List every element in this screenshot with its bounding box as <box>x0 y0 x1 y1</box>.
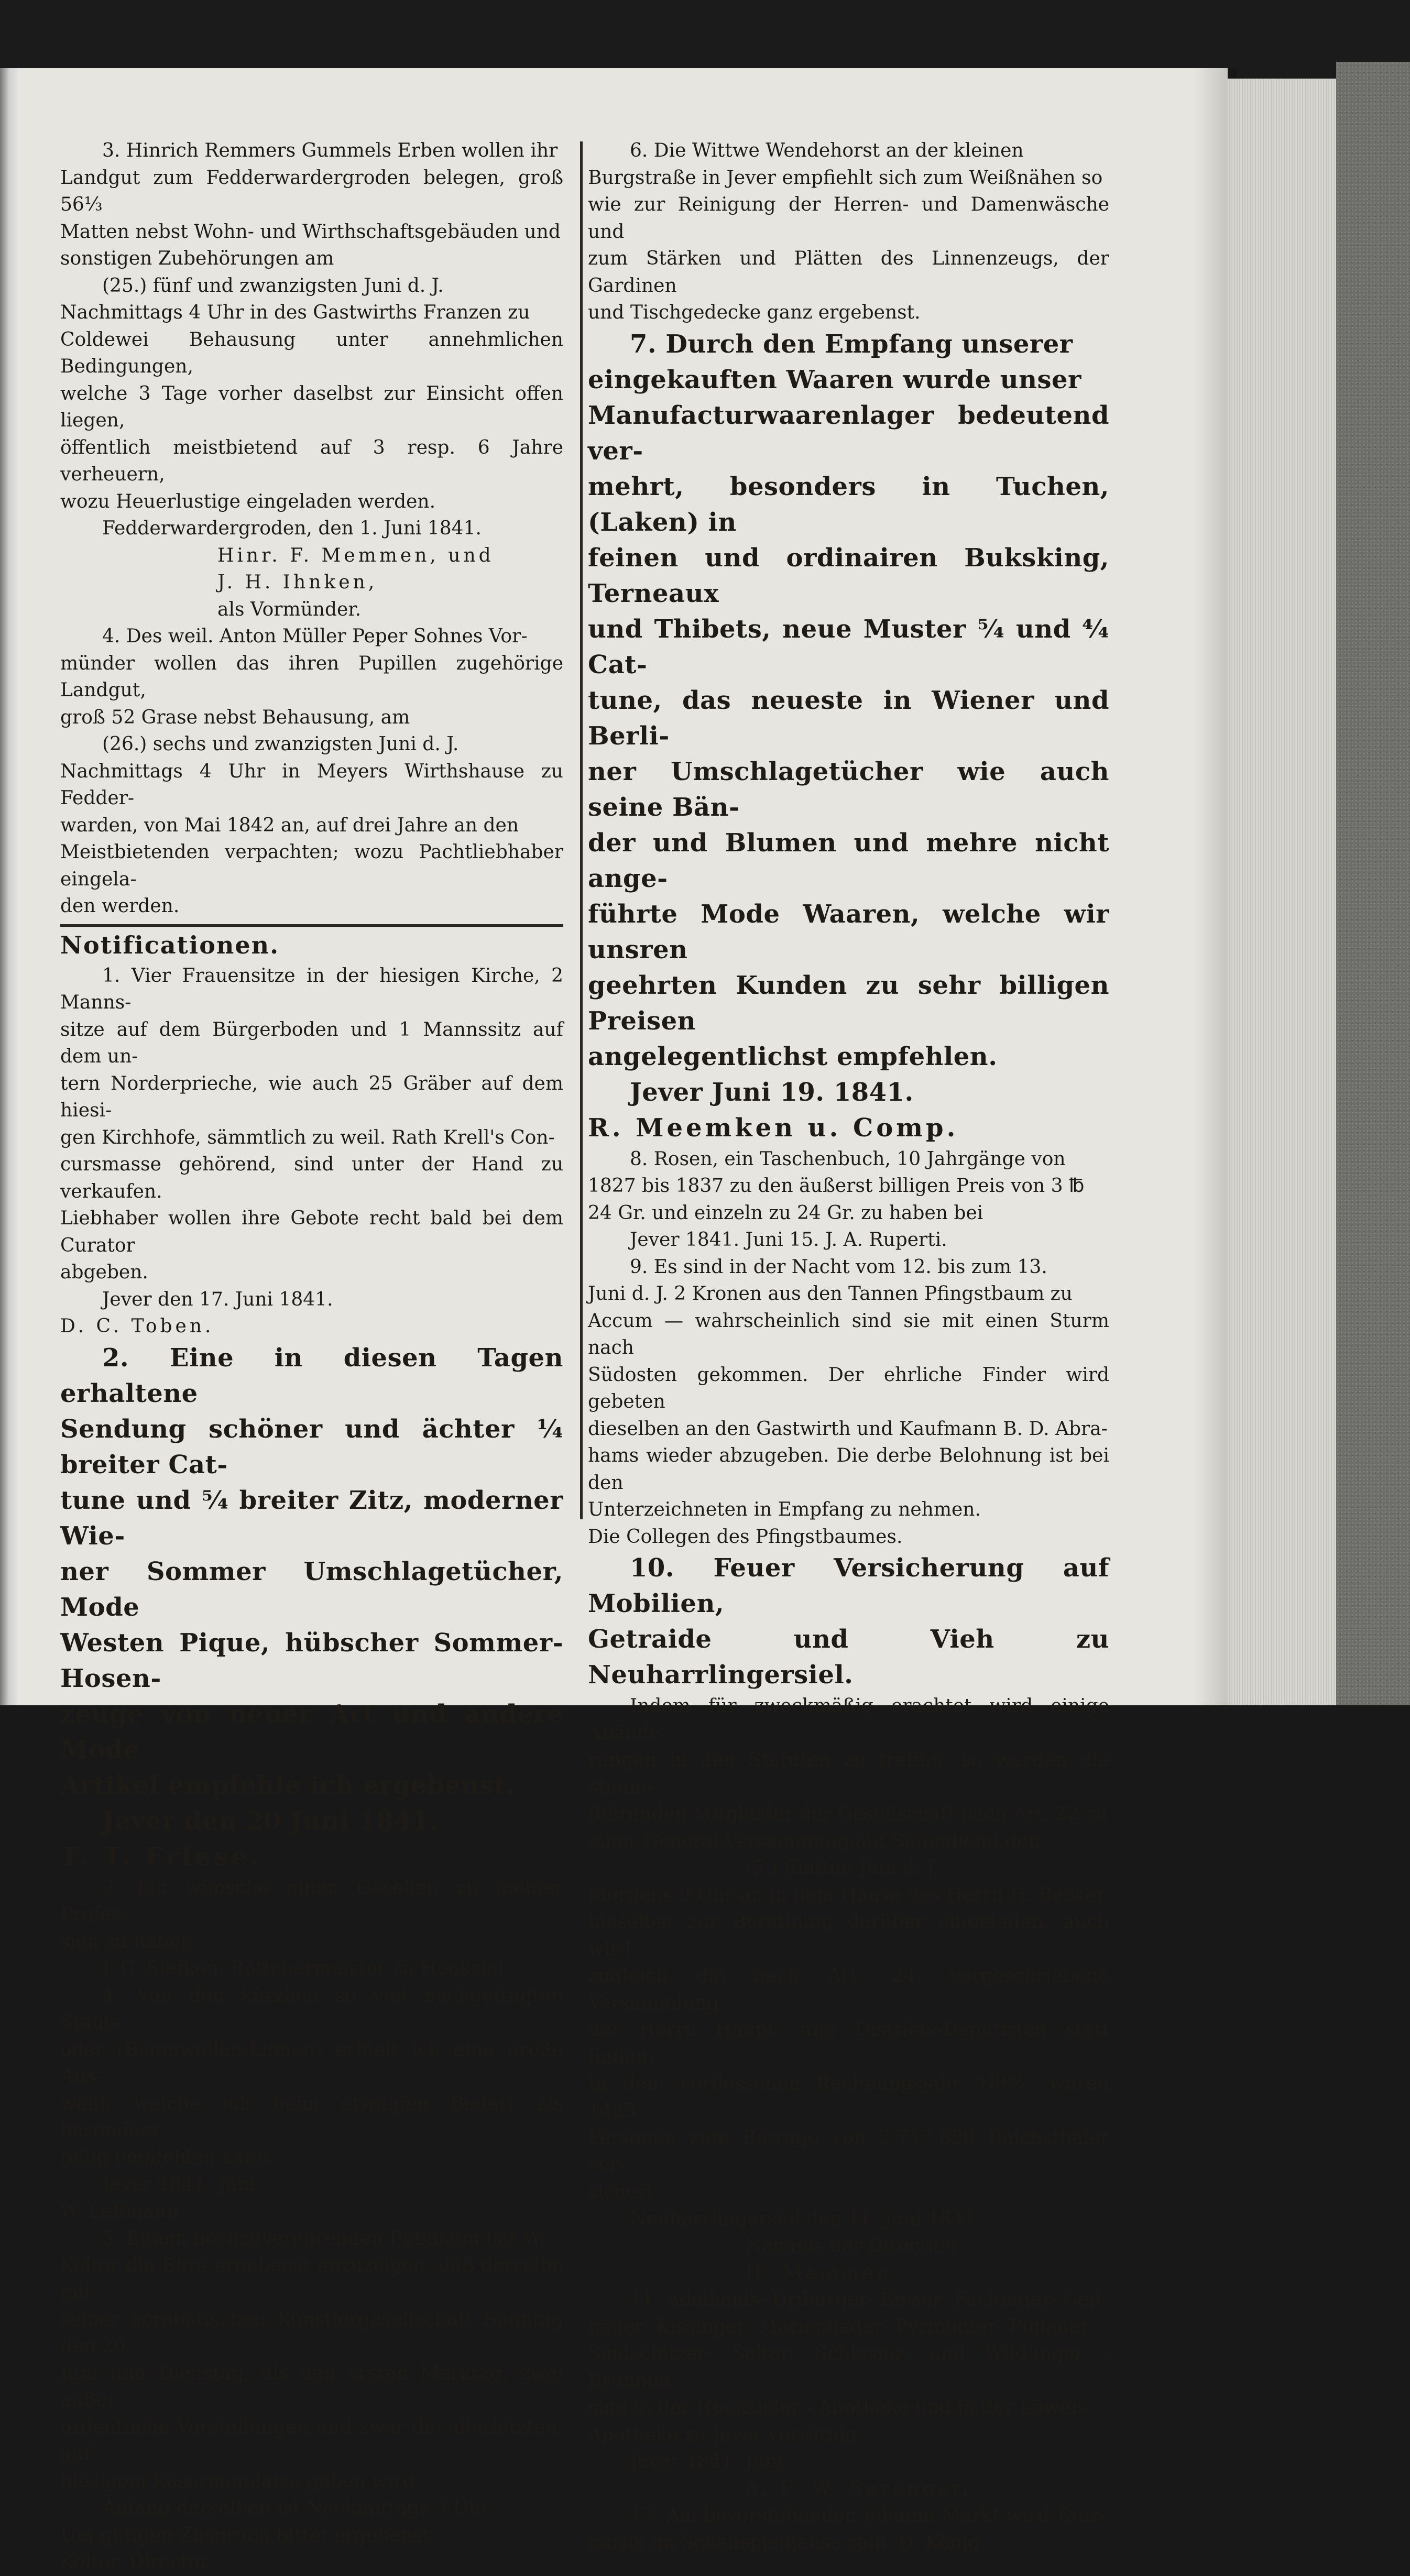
place-date-line: Jever 1841. Juni. <box>630 2451 790 2472</box>
text-line: 9. Es sind in der Nacht vom 12. bis zum 13. <box>630 1256 1047 1278</box>
notification-6-wendehorst <box>588 137 1109 326</box>
text-line: hiesigem Kasernenplatze geben wird. <box>60 2470 421 2492</box>
notification-4-leffmann <box>60 1982 563 2226</box>
place-date-line: Jever den 20 Juni 1841. <box>102 1806 439 1836</box>
notification-10-feuerversicherung <box>588 1550 1109 2286</box>
text-line: einer General-Versammung auf Sonnabend den <box>588 1830 1041 1852</box>
text-line: 4. Des weil. Anton Müller Peper Sohnes Vor- <box>102 626 528 647</box>
text-line: und Tischgedecke ganz ergebenst. <box>588 302 921 323</box>
section-divider <box>60 924 563 927</box>
signature: Kolter, Director. <box>60 2551 213 2573</box>
text-line: nauer- Kissinger- Marienbader- Pyrmonter- Pilnauer- <box>588 2316 1096 2338</box>
text-line: Matten nebst Wohn- und Wirthschaftsgebäuden und <box>60 221 561 243</box>
signature: Hinr. F. Memmen, und <box>217 544 494 566</box>
text-line: 8. Rosen, ein Taschenbuch, 10 Jahrgänge von <box>630 1148 1066 1170</box>
text-line: rungen in den Statuten zu treffen, so werden die stimm- <box>588 1749 1109 1798</box>
text-line: Um gütigen Zuspruch bittet ergebenst <box>60 2524 431 2546</box>
text-line: Accum — wahrscheinlich sind sie mit einen Sturm nach <box>588 1310 1109 1358</box>
text-line: dieselben an den Gastwirth und Kaufmann B. D. Abra- <box>588 1418 1108 1440</box>
text-line: tern Norderprieche, wie auch 25 Gräber auf dem hiesi- <box>60 1072 563 1121</box>
notice-title: Getraide und Vieh zu Neuharrlingersiel. <box>588 1625 1109 1690</box>
text-line: Indem für zweckmäßig erachtet wird einige Abände- <box>588 1695 1109 1744</box>
text-line: ner Umschlagetücher wie auch seine Bän- <box>588 757 1109 822</box>
text-line: warden, von Mai 1842 an, auf drei Jahre an den <box>60 814 519 836</box>
text-line: zugleich die nach Art. 24. vorgeschriebene Versammlung <box>588 1965 1109 2014</box>
column-divider <box>580 141 583 1519</box>
signature: T. T. Friese. <box>60 1841 263 1871</box>
place-date-line: Fedderwardergroden, den 1. Juni 1841. <box>102 518 482 539</box>
text-line: 24 Gr. und einzeln zu 24 Gr. zu haben bei <box>588 1202 983 1224</box>
text-line: abgeben. <box>60 1262 148 1283</box>
notice-4-peper-landgut <box>60 623 563 920</box>
text-line: Kolter die Ehre ergebenst anzuzeigen, daß derselbe mit <box>60 2254 563 2303</box>
text-line: der Herrn Haupt- und Districts-Deputirten statt finden. <box>588 2019 1109 2068</box>
signature: D. C. Toben. <box>60 1316 214 1337</box>
text-line: cursmasse gehörend, sind unter der Hand zu verkaufen. <box>60 1154 563 1202</box>
text-line: 1. Vier Frauensitze in der hiesigen Kirche, 2 Manns- <box>60 964 563 1013</box>
text-line: musik im Schauspielhause sein. D. König. <box>588 2531 986 2553</box>
text-line: wozu Heuerlustige eingeladen werden. <box>60 490 436 512</box>
signature-role: als Vormünder. <box>217 598 362 620</box>
text-line: sichert. <box>588 2181 660 2202</box>
text-line: sonstigen Zubehörungen am <box>60 248 334 269</box>
date-line: (26.) sechs und zwanzigsten Juni d. J. <box>102 733 459 755</box>
notification-3-siefken <box>60 1875 563 1982</box>
text-line: führte Mode Waaren, welche wir unsren <box>588 899 1109 964</box>
text-line: Unterzeichneten in Empfang zu nehmen. <box>588 1499 981 1520</box>
text-line: mehrt, besonders in Tuchen, (Laken) in <box>588 472 1109 537</box>
text-line: hams wieder abzugeben. Die derbe Belohnung ist bei den <box>588 1445 1109 1494</box>
text-line: 7. Durch den Empfang unserer <box>630 329 1073 359</box>
text-line: Apotheke zu Jever vorräthig. <box>588 2424 864 2446</box>
text-line: 3. Ich wünsche einen Gesellen zu meiner Profes- <box>60 1877 563 1925</box>
text-line: Burgstraße in Jever empfiehlt sich zum Weißnähen so <box>588 167 1103 189</box>
text-line: oder (Baumwollen-Linnen) erhielt ich eine große Aus- <box>60 2038 563 2087</box>
text-line: 11. Adelheids- Driburger- Emser- Fachinger- Geil- <box>630 2289 1108 2310</box>
text-line: öffentlich meistbietend auf 3 resp. 6 Jahre verheuern, <box>60 436 563 485</box>
notice-3-remmers-landgut <box>60 137 563 623</box>
notification-9-pfingstbaum <box>588 1254 1109 1551</box>
place-date-line: Neuharrlingersiel den 11. Juni 1841. <box>630 2208 982 2230</box>
text-line: tune und ⁵⁄₄ breiter Zitz, moderner Wie- <box>60 1485 563 1551</box>
text-line: eingekauften Waaren wurde unser <box>588 365 1081 394</box>
text-line: Manufacturwaarenlager bedeutend ver- <box>588 400 1109 466</box>
notification-2-friese <box>60 1340 563 1875</box>
text-line: Südosten gekommen. Der ehrliche Finder wird gebeten <box>588 1364 1109 1412</box>
text-line: Seidschitzer- Selter- Schlesier- und Wildunger - Brunnen <box>588 2343 1109 2392</box>
text-line: Morgens 9 Uhr an in dem Hause des Herrn H. Becker <box>588 1884 1106 1906</box>
place-date-line: Jever 1841. Juni. <box>102 2174 262 2195</box>
text-line: Personen zum Betrage von 2,717,830 Reichsthaler ver- <box>588 2127 1109 2176</box>
text-line: 1827 bis 1837 zu den äußerst billigen Preis von 3 ℔ <box>588 1175 1085 1197</box>
text-line: 5. Einem hochzuverehrenden Publikum hat W. <box>102 2228 545 2249</box>
text-line: führenden Mitglieder der Gesellschaft nach Art. 22 zu <box>588 1803 1108 1825</box>
text-line: Liebhaber wollen ihre Gebote recht bald bei dem Curator <box>60 1208 563 1256</box>
book-cover-board <box>1336 62 1410 1705</box>
date-line: (5.) fünften Juni d. J. <box>745 1857 939 1879</box>
text-line: In dem verflossenen Rechnungsjahr 18⁴⁰⁄₄₁ waren 1423 <box>588 2073 1109 2122</box>
text-line: Juni und Dienstag, als den ersten Marktag, zwei außer- <box>60 2362 563 2411</box>
text-line: Nachmittags 4 Uhr in Meyers Wirthshause zu Fedder- <box>60 760 563 809</box>
text-line: zum Stärken und Plätten des Linnenzeugs, der Gardinen <box>588 248 1109 297</box>
signature-role: Namens der Direction <box>745 2235 957 2256</box>
signature: H. Mammen. <box>745 2262 901 2284</box>
previous-page-edge <box>0 68 20 1705</box>
signature: J. G. Siefken, Böttchermeister zu Hooksiel. <box>102 1958 510 1979</box>
text-line: Sendung schöner und ächter ¼ breiter Cat- <box>60 1414 563 1479</box>
signature: R. Meemken u. Comp. <box>588 1113 959 1143</box>
text-line: hieselbst zur Berathung darüber eingeladen, auch wird <box>588 1911 1109 1960</box>
left-column <box>60 137 563 2576</box>
text-line: zeuge von neuer Art und andere Mode <box>60 1699 563 1764</box>
date-line: (25.) fünf und zwanzigsten Juni d. J. <box>102 275 444 297</box>
text-line: angelegentlichst empfehlen. <box>588 1042 998 1071</box>
signature: J. H. Ihnken, <box>217 572 378 593</box>
notification-12-koenig <box>588 2502 1109 2556</box>
place-date-line: Jever Juni 19. 1841. <box>630 1077 914 1107</box>
place-date-signature-line: Jever 1841. Juni 15. J. A. Ruperti. <box>630 1229 947 1251</box>
text-line: Meistbietenden verpachten; wozu Pachtliebhaber eingela- <box>60 841 563 890</box>
text-line: gen Kirchhofe, sämmtlich zu weil. Rath Krell's Con- <box>60 1126 555 1148</box>
text-line: Coldewei Behausung unter annehmlichen Bedingungen, <box>60 328 563 377</box>
text-line: sind in der Hooksieler - Apotheke und in der Löwen- <box>588 2397 1090 2418</box>
signature: Die Collegen des Pfingstbaumes. <box>588 1526 903 1548</box>
signature: W. Leffmann. <box>60 2200 185 2222</box>
notification-8-ruperti <box>588 1146 1109 1254</box>
notification-5-kolter <box>60 2225 563 2576</box>
text-line: sitze auf dem Bürgerboden und 1 Mannssitz auf dem un- <box>60 1018 563 1067</box>
text-line: tune, das neueste in Wiener und Berli- <box>588 685 1109 751</box>
text-line: Juni d. J. 2 Kronen aus den Tannen Pfingstbaum zu <box>588 1283 1073 1305</box>
notification-1 <box>60 962 563 1340</box>
notification-11-sprenger <box>588 2286 1109 2502</box>
text-line: sion zu haben. <box>60 1931 199 1953</box>
place-date-line: Jever den 17. Juni 1841. <box>102 1288 333 1310</box>
text-line: Landgut zum Fedderwardergroden belegen, groß 56⅓ <box>60 167 563 215</box>
text-line: welche 3 Tage vorher daselbst zur Einsicht offen liegen, <box>60 382 563 431</box>
text-line: ner Sommer Umschlagetücher, Mode <box>60 1556 563 1622</box>
section-heading: Notificationen. <box>60 930 280 959</box>
text-line: münder wollen das ihren Pupillen zugehörige Landgut, <box>60 652 563 701</box>
text-line: 12. Am bevorstehenden Johanni Markt wird Tanz- <box>630 2505 1107 2526</box>
text-line: Nachmittags 4 Uhr in des Gastwirths Franzen zu <box>60 302 530 323</box>
signature: A. F. W. Sprenger. <box>745 2478 971 2500</box>
text-line: Anfang derselben ist Nachmittags 5 Uhr. <box>102 2497 494 2519</box>
right-column <box>588 137 1109 2556</box>
text-line: wahl, welche ich beim etwaigen Bedarf als besonders <box>60 2092 563 2141</box>
text-line: Artikel empfehle ich ergebenst. <box>60 1770 515 1800</box>
text-line: ordentliche Vorstellungen und zwar die allerletzten, auf <box>60 2416 563 2465</box>
text-line: Westen Pique, hübscher Sommer-Hosen- <box>60 1628 563 1693</box>
text-line: 4. Von den kürzlich so viel nachgefragten Stauts <box>60 1985 563 2033</box>
text-line: den werden. <box>60 895 180 917</box>
text-line: wie zur Reinigung der Herren- und Damenwäsche und <box>588 194 1109 243</box>
text-line: 2. Eine in diesen Tagen erhaltene <box>60 1343 563 1408</box>
notice-title: 10. Feuer Versicherung auf Mobilien, <box>588 1553 1109 1618</box>
text-line: geehrten Kunden zu sehr billigen Preisen <box>588 970 1109 1036</box>
text-line: und Thibets, neue Muster ⁵⁄₄ und ⁴⁄₄ Cat- <box>588 614 1109 679</box>
text-line: der und Blumen und mehre nicht ange- <box>588 828 1109 893</box>
text-line: 6. Die Wittwe Wendehorst an der kleinen <box>630 140 1024 161</box>
text-line: seiner acrobatischen Künstlergesellschaft Sonntag den 20. <box>60 2308 563 2357</box>
book-fore-edge <box>1228 79 1343 1705</box>
text-line: groß 52 Grase nebst Behausung, am <box>60 706 410 728</box>
text-line: 3. Hinrich Remmers Gummels Erben wollen ihr <box>102 140 558 161</box>
notification-7-meemken <box>588 326 1109 1146</box>
text-line: billig empfehlen kann. <box>60 2146 275 2168</box>
text-line: feinen und ordinairen Buksking, Terneaux <box>588 543 1109 608</box>
